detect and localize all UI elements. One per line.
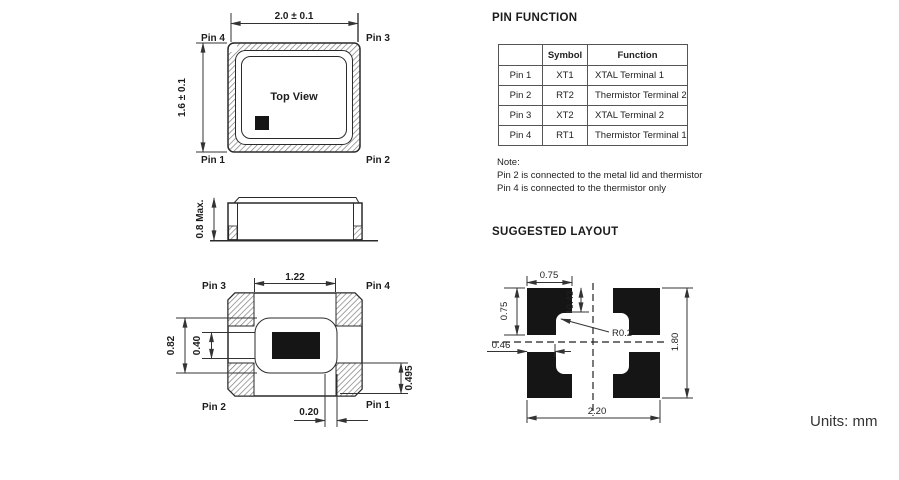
bottom-view-offset-dim: 0.20: [299, 407, 319, 418]
bottom-view-pin3-label: Pin 3: [202, 281, 226, 292]
table-cell-function: Thermistor Terminal 1: [587, 125, 687, 145]
side-view-height-dim: 0.8 Max.: [195, 199, 206, 239]
units-label: Units: mm: [810, 413, 878, 430]
layout-pad-height-dim: 0.75: [499, 301, 510, 321]
top-view-pin1-label: Pin 1: [201, 155, 225, 166]
top-view-pin4-label: Pin 4: [201, 33, 225, 44]
bottom-view-pin1-label: Pin 1: [366, 400, 390, 411]
layout-notch-inset-dim: 0.46: [491, 340, 511, 351]
top-view-label: Top View: [270, 91, 318, 103]
top-view-pin3-label: Pin 3: [366, 33, 390, 44]
pin-function-table: [498, 44, 688, 146]
note-label: Note:: [497, 157, 520, 168]
bottom-view-pin2-label: Pin 2: [202, 402, 226, 413]
layout-total-width-dim: 2.20: [587, 406, 607, 417]
layout-total-height-dim: 1.80: [670, 332, 681, 352]
table-header-symbol: Symbol: [542, 45, 587, 65]
bottom-view-pad-span-dim: 1.22: [285, 272, 305, 283]
bottom-view-pad-height-dim: 0.495: [404, 365, 415, 391]
layout-corner-radius-dim: R0.2: [612, 328, 633, 339]
note-block: [497, 156, 702, 195]
note-line-2: Pin 4 is connected to the thermistor only: [497, 183, 666, 194]
bottom-view-pin4-label: Pin 4: [366, 281, 390, 292]
suggested-layout-title: SUGGESTED LAYOUT: [492, 226, 619, 238]
table-cell-symbol: RT1: [542, 125, 587, 145]
pin-function-title: PIN FUNCTION: [492, 12, 578, 24]
table-cell-function: XTAL Terminal 1: [587, 65, 687, 85]
top-view-height-dim: 1.6 ± 0.1: [177, 78, 188, 117]
table-header-blank: [499, 45, 542, 65]
top-view-width-dim: 2.0 ± 0.1: [274, 11, 314, 22]
layout-pad-width-dim: 0.75: [539, 270, 559, 281]
table-cell-pin: Pin 3: [499, 105, 542, 125]
table-header-function: Function: [587, 45, 687, 65]
pin1-index-mark: [255, 116, 269, 130]
table-cell-pin: Pin 1: [499, 65, 542, 85]
table-cell-pin: Pin 4: [499, 125, 542, 145]
table-cell-function: Thermistor Terminal 2: [587, 85, 687, 105]
bottom-view-electrode-height-dim: 0.40: [192, 335, 203, 356]
note-line-1: Pin 2 is connected to the metal lid and thermistor: [497, 170, 703, 181]
table-cell-function: XTAL Terminal 2: [587, 105, 687, 125]
top-view-pin2-label: Pin 2: [366, 155, 390, 166]
table-cell-symbol: XT1: [542, 65, 587, 85]
suggested-layout-drawing: [487, 270, 693, 423]
crystal-electrode: [272, 332, 320, 359]
layout-notch-offset-dim: 0.43: [565, 290, 576, 310]
side-view-drawing: [195, 198, 378, 241]
bottom-view-drawing: [166, 272, 415, 427]
bottom-view-cavity-height-dim: 0.82: [166, 335, 177, 356]
table-cell-symbol: RT2: [542, 85, 587, 105]
table-cell-symbol: XT2: [542, 105, 587, 125]
top-view-drawing: [177, 11, 390, 166]
table-cell-pin: Pin 2: [499, 85, 542, 105]
